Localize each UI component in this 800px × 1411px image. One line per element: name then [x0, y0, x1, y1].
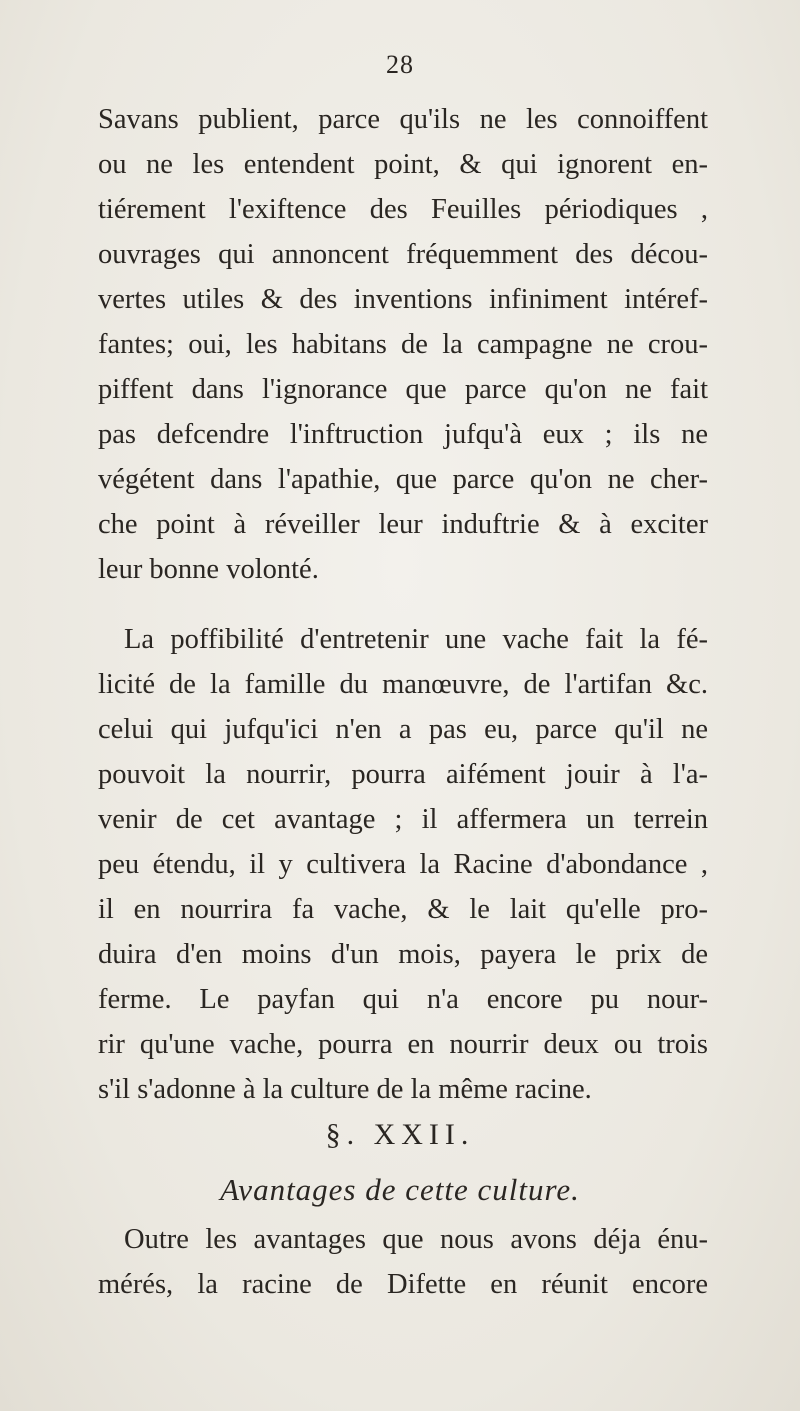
text-line: Outre les avantages que nous avons déja énu-	[124, 1224, 708, 1255]
page-number: 28	[386, 50, 414, 79]
text-line: ou ne les entendent point, & qui ignorent en-	[98, 149, 708, 180]
text-line: venir de cet avantage ; il affermera un terrein	[98, 804, 708, 835]
section-title: Avantages de cette culture.	[220, 1172, 580, 1207]
text-line: celui qui jufqu'ici n'en a pas eu, parce qu'il ne	[98, 714, 708, 745]
text-line: il en nourrira fa vache, & le lait qu'elle pro-	[98, 894, 708, 925]
text-line: rir qu'une vache, pourra en nourrir deux ou trois	[98, 1029, 708, 1060]
text-line: pas defcendre l'inftruction jufqu'à eux ; ils ne	[98, 419, 708, 450]
text-line: vertes utiles & des inventions infiniment intéref-	[98, 284, 708, 315]
text-line: Savans publient, parce qu'ils ne les connoiffent	[98, 104, 708, 135]
text-line: pouvoit la nourrir, pourra aifément jouir à l'a-	[98, 759, 708, 790]
text-line: ouvrages qui annoncent fréquemment des décou-	[98, 239, 708, 270]
text-line: végétent dans l'apathie, que parce qu'on ne cher-	[98, 464, 708, 495]
text-line: mérés, la racine de Difette en réunit encore	[98, 1269, 708, 1300]
text-line: fantes; oui, les habitans de la campagne ne crou-	[98, 329, 708, 360]
section-number: §. XXII.	[325, 1118, 475, 1151]
text-line: s'il s'adonne à la culture de la même racine.	[98, 1074, 592, 1105]
text-line: ferme. Le payfan qui n'a encore pu nour-	[98, 984, 708, 1015]
text-line: leur bonne volonté.	[98, 554, 319, 585]
text-line: duira d'en moins d'un mois, payera le prix de	[98, 939, 708, 970]
text-line: che point à réveiller leur induftrie & à exciter	[98, 509, 708, 540]
text-line: tiérement l'exiftence des Feuilles périodiques ,	[98, 194, 708, 225]
text-line: licité de la famille du manœuvre, de l'artifan &c.	[98, 669, 708, 700]
text-line: peu étendu, il y cultivera la Racine d'abondance ,	[98, 849, 708, 880]
text-line: piffent dans l'ignorance que parce qu'on ne fait	[98, 374, 708, 405]
text-line: La poffibilité d'entretenir une vache fait la fé-	[124, 624, 708, 655]
